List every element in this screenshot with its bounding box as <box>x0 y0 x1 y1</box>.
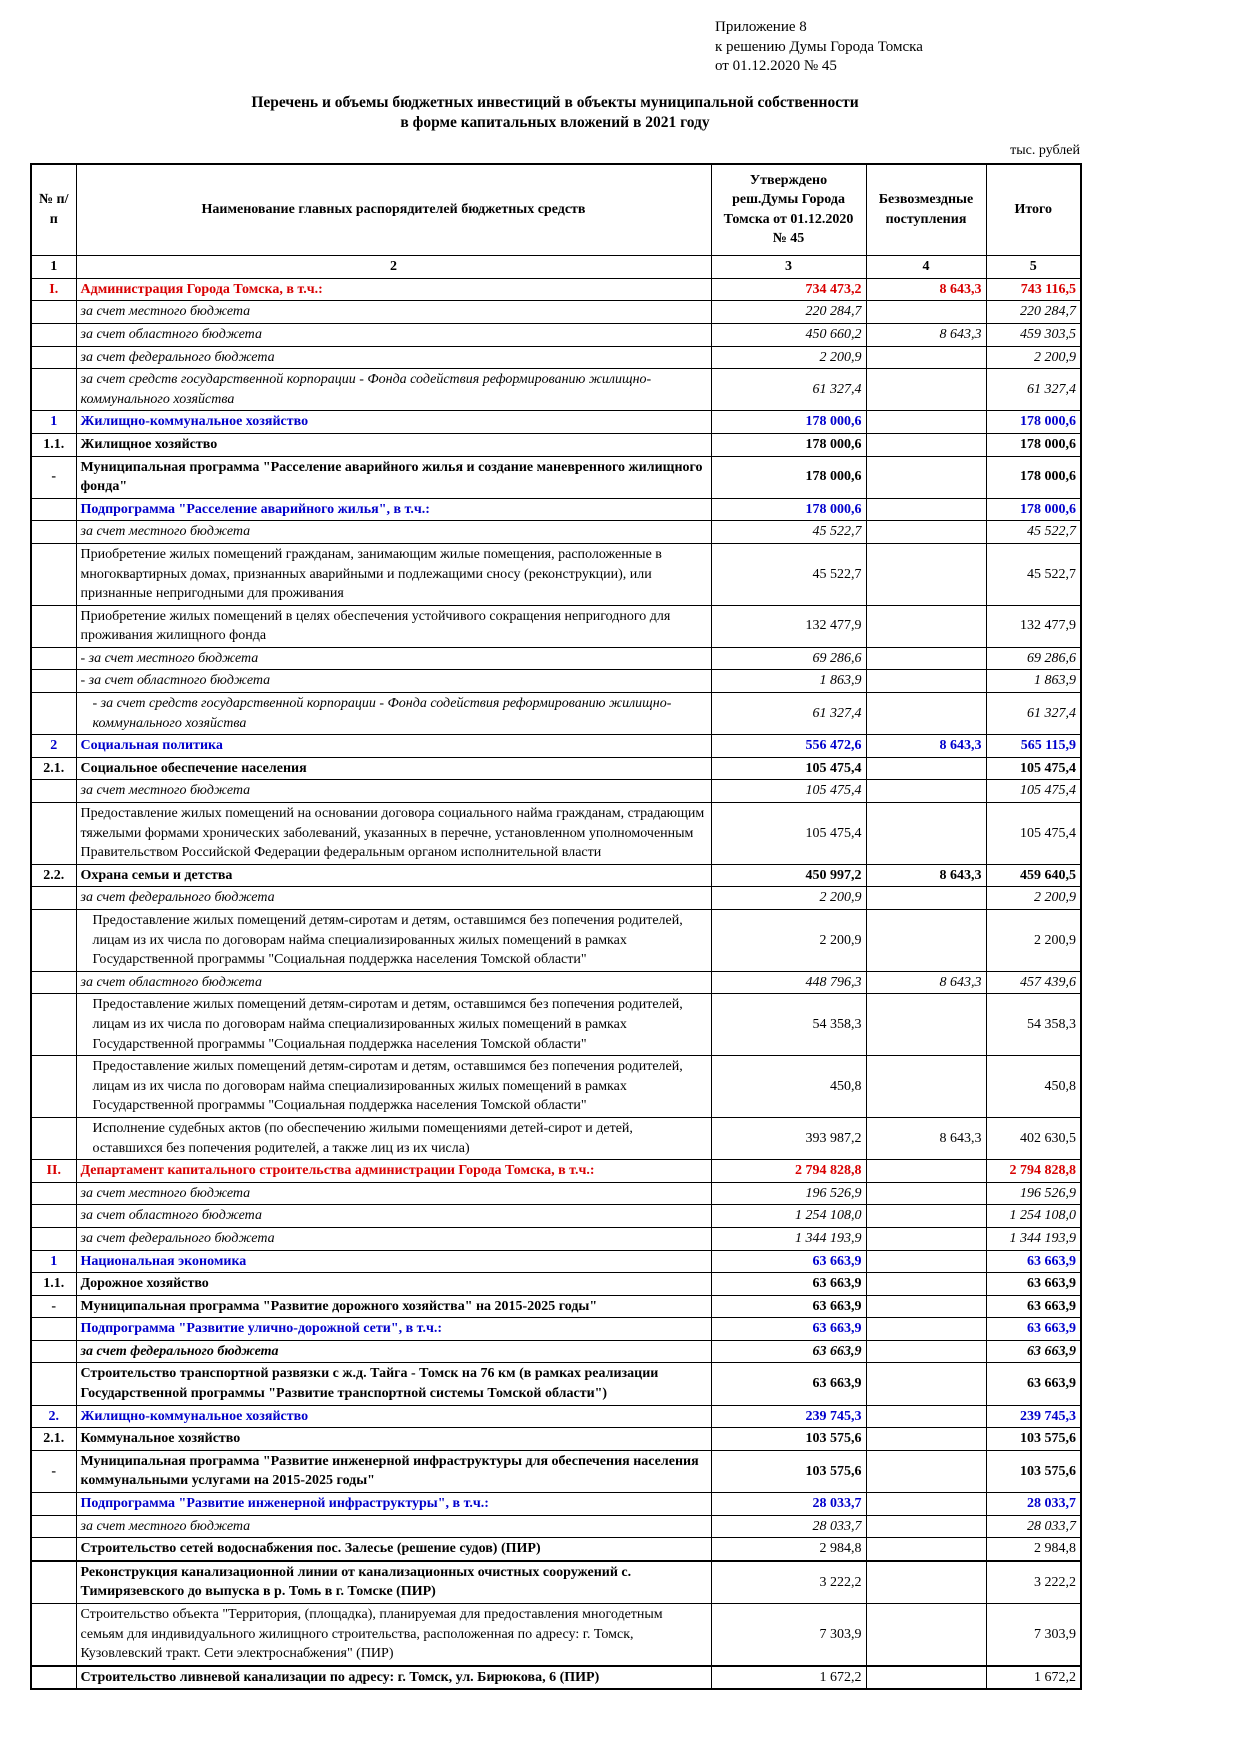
approved-value-cell: 2 200,9 <box>711 346 866 369</box>
row-name-cell: Строительство транспортной развязки с ж.д. Тайга - Томск на 76 км (в рамках реализации Государственной программы "Развитие транспортной системы Томской области") <box>76 1363 711 1405</box>
row-number-cell <box>31 780 76 803</box>
gratuitous-value-cell <box>866 1515 986 1538</box>
gratuitous-value-cell <box>866 433 986 456</box>
row-number-cell: - <box>31 1295 76 1318</box>
total-value-cell: 132 477,9 <box>986 605 1081 647</box>
row-name-cell: за счет местного бюджета <box>76 780 711 803</box>
approved-value-cell: 69 286,6 <box>711 647 866 670</box>
row-number-cell <box>31 1340 76 1363</box>
table-row <box>31 369 1081 411</box>
table-row <box>31 1363 1081 1405</box>
row-number-cell: 2 <box>31 735 76 758</box>
row-name-cell: за счет местного бюджета <box>76 1182 711 1205</box>
gratuitous-value-cell <box>866 1538 986 1561</box>
row-number-cell <box>31 498 76 521</box>
total-value-cell: 45 522,7 <box>986 543 1081 605</box>
row-number-cell <box>31 1493 76 1516</box>
row-number-cell <box>31 1538 76 1561</box>
gratuitous-value-cell <box>866 411 986 434</box>
total-value-cell: 105 475,4 <box>986 780 1081 803</box>
row-name-cell: за счет областного бюджета <box>76 1205 711 1228</box>
row-name-cell: Коммунальное хозяйство <box>76 1428 711 1451</box>
approved-value-cell: 63 663,9 <box>711 1250 866 1273</box>
gratuitous-value-cell <box>866 1363 986 1405</box>
col-header-gratuitous: Безвозмездные поступления <box>866 164 986 256</box>
table-row <box>31 521 1081 544</box>
row-number-cell: 1.1. <box>31 1273 76 1296</box>
total-value-cell: 565 115,9 <box>986 735 1081 758</box>
total-value-cell: 103 575,6 <box>986 1428 1081 1451</box>
gratuitous-value-cell <box>866 1561 986 1604</box>
table-row <box>31 346 1081 369</box>
gratuitous-value-cell <box>866 910 986 972</box>
total-value-cell: 2 200,9 <box>986 887 1081 910</box>
gratuitous-value-cell <box>866 1273 986 1296</box>
gratuitous-value-cell <box>866 498 986 521</box>
row-number-cell <box>31 1182 76 1205</box>
gratuitous-value-cell <box>866 1405 986 1428</box>
total-value-cell: 459 303,5 <box>986 323 1081 346</box>
approved-value-cell: 132 477,9 <box>711 605 866 647</box>
appendix-line: от 01.12.2020 № 45 <box>715 58 837 74</box>
row-name-cell: за счет областного бюджета <box>76 971 711 994</box>
row-name-cell: Департамент капитального строительства администрации Города Томска, в т.ч.: <box>76 1160 711 1183</box>
row-number-cell: 1 <box>31 1250 76 1273</box>
approved-value-cell: 178 000,6 <box>711 433 866 456</box>
total-value-cell: 63 663,9 <box>986 1295 1081 1318</box>
table-row <box>31 647 1081 670</box>
page-title-line1: Перечень и объемы бюджетных инвестиций в объекты муниципальной собственности <box>251 93 859 111</box>
gratuitous-value-cell <box>866 605 986 647</box>
approved-value-cell: 556 472,6 <box>711 735 866 758</box>
total-value-cell: 54 358,3 <box>986 994 1081 1056</box>
total-value-cell: 450,8 <box>986 1056 1081 1118</box>
approved-value-cell: 220 284,7 <box>711 301 866 324</box>
gratuitous-value-cell <box>866 1340 986 1363</box>
table-row <box>31 780 1081 803</box>
table-row <box>31 301 1081 324</box>
row-name-cell: Администрация Города Томска, в т.ч.: <box>76 278 711 301</box>
column-number: 5 <box>986 255 1081 278</box>
approved-value-cell: 63 663,9 <box>711 1318 866 1341</box>
approved-value-cell: 1 672,2 <box>711 1666 866 1690</box>
table-row <box>31 1493 1081 1516</box>
appendix-line: Приложение 8 <box>715 19 807 35</box>
total-value-cell: 178 000,6 <box>986 498 1081 521</box>
column-number: 4 <box>866 255 986 278</box>
approved-value-cell: 45 522,7 <box>711 543 866 605</box>
approved-value-cell: 105 475,4 <box>711 803 866 865</box>
approved-value-cell: 54 358,3 <box>711 994 866 1056</box>
row-name-cell: Приобретение жилых помещений гражданам, занимающим жилые помещения, расположенные в многоквартирных домах, признанных аварийными и подлежащими сносу (реконструкции), или признанные непригодными для проживания <box>76 543 711 605</box>
table-row <box>31 693 1081 735</box>
total-value-cell: 1 254 108,0 <box>986 1205 1081 1228</box>
approved-value-cell: 3 222,2 <box>711 1561 866 1604</box>
table-row <box>31 994 1081 1056</box>
total-value-cell: 105 475,4 <box>986 757 1081 780</box>
gratuitous-value-cell <box>866 647 986 670</box>
row-number-cell: 2.2. <box>31 864 76 887</box>
approved-value-cell: 28 033,7 <box>711 1515 866 1538</box>
row-name-cell: Жилищно-коммунальное хозяйство <box>76 1405 711 1428</box>
row-number-cell <box>31 647 76 670</box>
row-number-cell <box>31 1561 76 1604</box>
total-value-cell: 178 000,6 <box>986 456 1081 498</box>
header-row <box>31 164 1081 256</box>
approved-value-cell: 45 522,7 <box>711 521 866 544</box>
total-value-cell: 459 640,5 <box>986 864 1081 887</box>
col-header-number: № п/п <box>31 164 76 256</box>
gratuitous-value-cell <box>866 780 986 803</box>
gratuitous-value-cell <box>866 543 986 605</box>
gratuitous-value-cell <box>866 1318 986 1341</box>
row-name-cell: Дорожное хозяйство <box>76 1273 711 1296</box>
row-number-cell <box>31 543 76 605</box>
approved-value-cell: 196 526,9 <box>711 1182 866 1205</box>
row-number-cell <box>31 346 76 369</box>
table-row <box>31 887 1081 910</box>
total-value-cell: 2 200,9 <box>986 346 1081 369</box>
gratuitous-value-cell <box>866 757 986 780</box>
approved-value-cell: 63 663,9 <box>711 1273 866 1296</box>
gratuitous-value-cell <box>866 1205 986 1228</box>
row-number-cell: - <box>31 1450 76 1492</box>
row-number-cell: - <box>31 456 76 498</box>
units-label: тыс. рублей <box>1010 142 1080 158</box>
appendix-line: к решению Думы Города Томска <box>715 38 923 55</box>
gratuitous-value-cell <box>866 1428 986 1451</box>
row-number-cell <box>31 605 76 647</box>
row-name-cell: Муниципальная программа "Развитие дорожного хозяйства" на 2015-2025 годы" <box>76 1295 711 1318</box>
total-value-cell: 2 984,8 <box>986 1538 1081 1561</box>
row-number-cell: 2.1. <box>31 1428 76 1451</box>
table-row <box>31 971 1081 994</box>
column-number-row <box>31 255 1081 278</box>
gratuitous-value-cell <box>866 1250 986 1273</box>
gratuitous-value-cell: 8 643,3 <box>866 735 986 758</box>
gratuitous-value-cell <box>866 1493 986 1516</box>
row-number-cell <box>31 971 76 994</box>
row-name-cell: - за счет областного бюджета <box>76 670 711 693</box>
approved-value-cell: 450 660,2 <box>711 323 866 346</box>
row-number-cell: II. <box>31 1160 76 1183</box>
gratuitous-value-cell: 8 643,3 <box>866 864 986 887</box>
total-value-cell: 196 526,9 <box>986 1182 1081 1205</box>
total-value-cell: 2 200,9 <box>986 910 1081 972</box>
row-name-cell: Подпрограмма "Расселение аварийного жилья", в т.ч.: <box>76 498 711 521</box>
budget-table <box>30 163 1082 1691</box>
row-number-cell <box>31 803 76 865</box>
total-value-cell: 105 475,4 <box>986 803 1081 865</box>
approved-value-cell: 2 794 828,8 <box>711 1160 866 1183</box>
row-name-cell: - за счет средств государственной корпорации - Фонда содействия реформированию жилищно-коммунального хозяйства <box>76 693 711 735</box>
row-name-cell: Охрана семьи и детства <box>76 864 711 887</box>
gratuitous-value-cell <box>866 1160 986 1183</box>
table-row <box>31 735 1081 758</box>
table-row <box>31 433 1081 456</box>
total-value-cell: 457 439,6 <box>986 971 1081 994</box>
total-value-cell: 69 286,6 <box>986 647 1081 670</box>
row-name-cell: - за счет местного бюджета <box>76 647 711 670</box>
total-value-cell: 3 222,2 <box>986 1561 1081 1604</box>
table-row <box>31 1182 1081 1205</box>
total-value-cell: 2 794 828,8 <box>986 1160 1081 1183</box>
total-value-cell: 239 745,3 <box>986 1405 1081 1428</box>
table-row <box>31 1561 1081 1604</box>
approved-value-cell: 450,8 <box>711 1056 866 1118</box>
gratuitous-value-cell <box>866 803 986 865</box>
row-name-cell: Муниципальная программа "Расселение аварийного жилья и создание маневренного жилищного фонда" <box>76 456 711 498</box>
row-name-cell: Строительство объекта "Территория, (площадка), планируемая для предоставления многодетным семьям для индивидуального жилищного строительства, расположенная по адресу: г. Томск, Кузовлевский тракт. Сети электроснабжения" (ПИР) <box>76 1604 711 1666</box>
row-name-cell: Исполнение судебных актов (по обеспечению жилыми помещениями детей-сирот и детей, оставшихся без попечения родителей, а также лиц из их числа) <box>76 1117 711 1159</box>
row-number-cell <box>31 1205 76 1228</box>
approved-value-cell: 2 200,9 <box>711 910 866 972</box>
row-name-cell: за счет федерального бюджета <box>76 1340 711 1363</box>
gratuitous-value-cell <box>866 1056 986 1118</box>
column-number: 1 <box>31 255 76 278</box>
row-number-cell <box>31 521 76 544</box>
row-number-cell <box>31 1318 76 1341</box>
row-number-cell <box>31 323 76 346</box>
approved-value-cell: 1 863,9 <box>711 670 866 693</box>
total-value-cell: 220 284,7 <box>986 301 1081 324</box>
row-number-cell: 2.1. <box>31 757 76 780</box>
table-row <box>31 1538 1081 1561</box>
row-number-cell <box>31 1363 76 1405</box>
approved-value-cell: 239 745,3 <box>711 1405 866 1428</box>
row-number-cell: 1.1. <box>31 433 76 456</box>
approved-value-cell: 448 796,3 <box>711 971 866 994</box>
approved-value-cell: 63 663,9 <box>711 1363 866 1405</box>
table-row <box>31 543 1081 605</box>
approved-value-cell: 105 475,4 <box>711 780 866 803</box>
row-number-cell: 1 <box>31 411 76 434</box>
approved-value-cell: 7 303,9 <box>711 1604 866 1666</box>
total-value-cell: 1 344 193,9 <box>986 1227 1081 1250</box>
row-name-cell: Предоставление жилых помещений на основании договора социального найма гражданам, страдающим тяжелыми формами хронических заболеваний, указанных в перечне, установленном уполномоченным Правительством Российской Федерации федеральным органом исполнительной власти <box>76 803 711 865</box>
approved-value-cell: 105 475,4 <box>711 757 866 780</box>
total-value-cell: 402 630,5 <box>986 1117 1081 1159</box>
row-number-cell: I. <box>31 278 76 301</box>
table-row <box>31 1604 1081 1666</box>
column-number: 3 <box>711 255 866 278</box>
table-row <box>31 498 1081 521</box>
approved-value-cell: 2 200,9 <box>711 887 866 910</box>
row-name-cell: Реконструкция канализационной линии от канализационных очистных сооружений с. Тимирязевского до выпуска в р. Томь в г. Томске (ПИР) <box>76 1561 711 1604</box>
gratuitous-value-cell <box>866 693 986 735</box>
gratuitous-value-cell: 8 643,3 <box>866 971 986 994</box>
approved-value-cell: 103 575,6 <box>711 1450 866 1492</box>
approved-value-cell: 61 327,4 <box>711 369 866 411</box>
total-value-cell: 178 000,6 <box>986 433 1081 456</box>
row-name-cell: за счет местного бюджета <box>76 521 711 544</box>
table-row <box>31 757 1081 780</box>
table-row <box>31 1117 1081 1159</box>
table-row <box>31 670 1081 693</box>
col-header-approved: Утверждено реш.Думы Города Томска от 01.12.2020 № 45 <box>711 164 866 256</box>
total-value-cell: 1 672,2 <box>986 1666 1081 1690</box>
row-name-cell: Жилищно-коммунальное хозяйство <box>76 411 711 434</box>
approved-value-cell: 393 987,2 <box>711 1117 866 1159</box>
table-row <box>31 1318 1081 1341</box>
total-value-cell: 61 327,4 <box>986 369 1081 411</box>
page-title <box>30 93 1080 133</box>
table-row <box>31 278 1081 301</box>
approved-value-cell: 178 000,6 <box>711 456 866 498</box>
gratuitous-value-cell <box>866 346 986 369</box>
row-name-cell: Предоставление жилых помещений детям-сиротам и детям, оставшимся без попечения родителей, лицам из их числа по договорам найма специализированных жилых помещений в рамках Государственной программы "Социальная поддержка населения Томской области" <box>76 994 711 1056</box>
row-name-cell: Социальная политика <box>76 735 711 758</box>
page-title-line2: в форме капитальных вложений в 2021 году <box>400 113 710 131</box>
gratuitous-value-cell <box>866 1295 986 1318</box>
approved-value-cell: 63 663,9 <box>711 1295 866 1318</box>
row-name-cell: за счет федерального бюджета <box>76 346 711 369</box>
row-number-cell <box>31 1227 76 1250</box>
table-row <box>31 1428 1081 1451</box>
table-row <box>31 1515 1081 1538</box>
total-value-cell: 63 663,9 <box>986 1250 1081 1273</box>
gratuitous-value-cell <box>866 1666 986 1690</box>
row-number-cell <box>31 369 76 411</box>
total-value-cell: 63 663,9 <box>986 1318 1081 1341</box>
approved-value-cell: 178 000,6 <box>711 498 866 521</box>
gratuitous-value-cell <box>866 1604 986 1666</box>
col-header-name: Наименование главных распорядителей бюджетных средств <box>76 164 711 256</box>
approved-value-cell: 28 033,7 <box>711 1493 866 1516</box>
row-name-cell: за счет средств государственной корпорации - Фонда содействия реформированию жилищно-коммунального хозяйства <box>76 369 711 411</box>
column-number: 2 <box>76 255 711 278</box>
row-name-cell: за счет федерального бюджета <box>76 1227 711 1250</box>
row-name-cell: за счет местного бюджета <box>76 301 711 324</box>
approved-value-cell: 450 997,2 <box>711 864 866 887</box>
row-number-cell <box>31 1515 76 1538</box>
total-value-cell: 63 663,9 <box>986 1363 1081 1405</box>
row-name-cell: Приобретение жилых помещений в целях обеспечения устойчивого сокращения непригодного для проживания жилищного фонда <box>76 605 711 647</box>
row-name-cell: Строительство ливневой канализации по адресу: г. Томск, ул. Бирюкова, 6 (ПИР) <box>76 1666 711 1690</box>
table-row <box>31 1273 1081 1296</box>
row-number-cell <box>31 994 76 1056</box>
row-name-cell: Национальная экономика <box>76 1250 711 1273</box>
row-name-cell: Муниципальная программа "Развитие инженерной инфраструктуры для обеспечения населения коммунальными услугами на 2015-2025 годы" <box>76 1450 711 1492</box>
approved-value-cell: 61 327,4 <box>711 693 866 735</box>
row-number-cell <box>31 1117 76 1159</box>
approved-value-cell: 1 254 108,0 <box>711 1205 866 1228</box>
table-row <box>31 1056 1081 1118</box>
row-number-cell <box>31 1666 76 1690</box>
gratuitous-value-cell: 8 643,3 <box>866 1117 986 1159</box>
row-name-cell: Жилищное хозяйство <box>76 433 711 456</box>
gratuitous-value-cell <box>866 301 986 324</box>
row-name-cell: Предоставление жилых помещений детям-сиротам и детям, оставшимся без попечения родителей, лицам из их числа по договорам найма специализированных жилых помещений в рамках Государственной программы "Социальная поддержка населения Томской области" <box>76 1056 711 1118</box>
row-number-cell <box>31 301 76 324</box>
table-row <box>31 1666 1081 1690</box>
table-row <box>31 456 1081 498</box>
approved-value-cell: 734 473,2 <box>711 278 866 301</box>
approved-value-cell: 103 575,6 <box>711 1428 866 1451</box>
table-row <box>31 910 1081 972</box>
total-value-cell: 103 575,6 <box>986 1450 1081 1492</box>
row-name-cell: за счет областного бюджета <box>76 323 711 346</box>
table-row <box>31 803 1081 865</box>
gratuitous-value-cell <box>866 369 986 411</box>
row-number-cell <box>31 1604 76 1666</box>
gratuitous-value-cell: 8 643,3 <box>866 278 986 301</box>
table-row <box>31 1295 1081 1318</box>
approved-value-cell: 63 663,9 <box>711 1340 866 1363</box>
approved-value-cell: 178 000,6 <box>711 411 866 434</box>
table-row <box>31 605 1081 647</box>
total-value-cell: 45 522,7 <box>986 521 1081 544</box>
table-row <box>31 1340 1081 1363</box>
row-name-cell: за счет федерального бюджета <box>76 887 711 910</box>
row-name-cell: Подпрограмма "Развитие улично-дорожной сети", в т.ч.: <box>76 1318 711 1341</box>
table-row <box>31 1450 1081 1492</box>
table-row <box>31 411 1081 434</box>
gratuitous-value-cell <box>866 887 986 910</box>
table-row <box>31 864 1081 887</box>
total-value-cell: 1 863,9 <box>986 670 1081 693</box>
row-number-cell <box>31 1056 76 1118</box>
table-row <box>31 323 1081 346</box>
row-number-cell <box>31 887 76 910</box>
gratuitous-value-cell <box>866 1182 986 1205</box>
row-number-cell <box>31 670 76 693</box>
row-number-cell <box>31 693 76 735</box>
total-value-cell: 63 663,9 <box>986 1340 1081 1363</box>
table-row <box>31 1227 1081 1250</box>
row-name-cell: Социальное обеспечение населения <box>76 757 711 780</box>
table-row <box>31 1250 1081 1273</box>
total-value-cell: 7 303,9 <box>986 1604 1081 1666</box>
col-header-total: Итого <box>986 164 1081 256</box>
gratuitous-value-cell <box>866 456 986 498</box>
row-name-cell: Предоставление жилых помещений детям-сиротам и детям, оставшимся без попечения родителей, лицам из их числа по договорам найма специализированных жилых помещений в рамках Государственной программы "Социальная поддержка населения Томской области" <box>76 910 711 972</box>
total-value-cell: 178 000,6 <box>986 411 1081 434</box>
total-value-cell: 28 033,7 <box>986 1515 1081 1538</box>
gratuitous-value-cell <box>866 1227 986 1250</box>
total-value-cell: 63 663,9 <box>986 1273 1081 1296</box>
row-name-cell: за счет местного бюджета <box>76 1515 711 1538</box>
total-value-cell: 61 327,4 <box>986 693 1081 735</box>
gratuitous-value-cell <box>866 521 986 544</box>
table-row <box>31 1205 1081 1228</box>
total-value-cell: 28 033,7 <box>986 1493 1081 1516</box>
gratuitous-value-cell: 8 643,3 <box>866 323 986 346</box>
appendix-block <box>715 18 1210 77</box>
row-name-cell: Подпрограмма "Развитие инженерной инфраструктуры", в т.ч.: <box>76 1493 711 1516</box>
gratuitous-value-cell <box>866 994 986 1056</box>
row-number-cell <box>31 910 76 972</box>
gratuitous-value-cell <box>866 670 986 693</box>
approved-value-cell: 2 984,8 <box>711 1538 866 1561</box>
table-row <box>31 1405 1081 1428</box>
approved-value-cell: 1 344 193,9 <box>711 1227 866 1250</box>
row-name-cell: Строительство сетей водоснабжения пос. Залесье (решение судов) (ПИР) <box>76 1538 711 1561</box>
total-value-cell: 743 116,5 <box>986 278 1081 301</box>
gratuitous-value-cell <box>866 1450 986 1492</box>
row-number-cell: 2. <box>31 1405 76 1428</box>
table-row <box>31 1160 1081 1183</box>
